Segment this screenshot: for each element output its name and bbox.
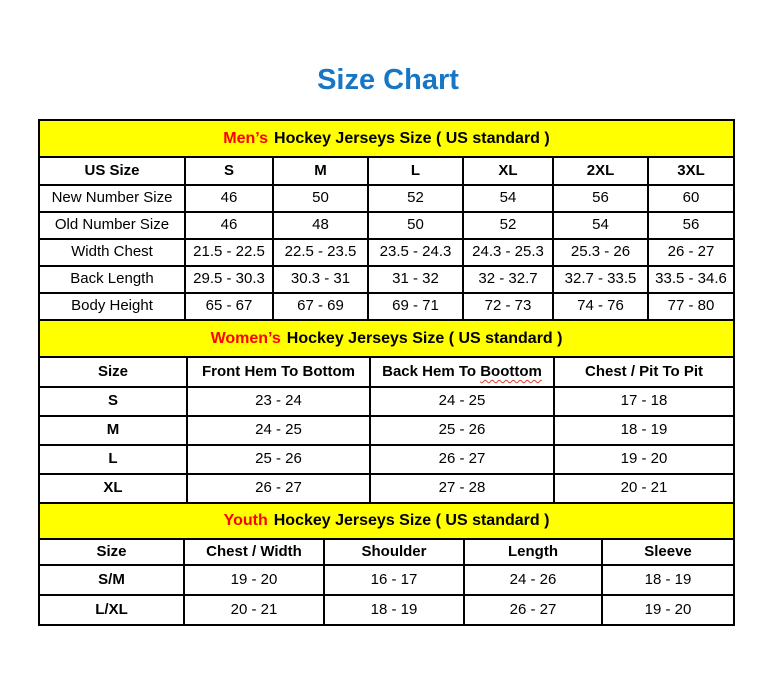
mens-band-highlight: Men’s: [223, 129, 269, 147]
table-row: [39, 445, 734, 474]
value-cell: 26 - 27: [370, 445, 554, 474]
value-cell: 24.3 - 25.3: [463, 239, 553, 266]
womens-header-row: [39, 357, 734, 387]
header-cell: Size: [39, 539, 184, 565]
value-cell: 25.3 - 26: [553, 239, 648, 266]
size-chart-tables: [38, 119, 733, 626]
value-cell: 26 - 27: [464, 595, 602, 625]
table-row: [39, 212, 734, 239]
header-cell: Chest / Pit To Pit: [554, 357, 734, 387]
table-row: [39, 387, 734, 416]
table-row: [39, 595, 734, 625]
table-row: [39, 266, 734, 293]
value-cell: 24 - 25: [187, 416, 370, 445]
value-cell: 56: [553, 185, 648, 212]
value-cell: 24 - 25: [370, 387, 554, 416]
value-cell: 21.5 - 22.5: [185, 239, 273, 266]
value-cell: 46: [185, 212, 273, 239]
value-cell: 17 - 18: [554, 387, 734, 416]
table-row: [39, 185, 734, 212]
value-cell: 16 - 17: [324, 565, 464, 595]
womens-band-rest: Hockey Jerseys Size ( US standard ): [286, 329, 563, 347]
header-cell: M: [273, 157, 368, 185]
header-cell: Front Hem To Bottom: [187, 357, 370, 387]
row-label: S/M: [39, 565, 184, 595]
header-cell: [370, 357, 554, 387]
row-label: L: [39, 445, 187, 474]
header-cell: 2XL: [553, 157, 648, 185]
value-cell: 56: [648, 212, 734, 239]
row-label: Width Chest: [39, 239, 185, 266]
value-cell: 50: [273, 185, 368, 212]
youth-header-row: [39, 539, 734, 565]
value-cell: 48: [273, 212, 368, 239]
value-cell: 29.5 - 30.3: [185, 266, 273, 293]
header-cell: Chest / Width: [184, 539, 324, 565]
value-cell: 23.5 - 24.3: [368, 239, 463, 266]
value-cell: 67 - 69: [273, 293, 368, 320]
header-cell: US Size: [39, 157, 185, 185]
value-cell: 60: [648, 185, 734, 212]
value-cell: 19 - 20: [554, 445, 734, 474]
value-cell: 33.5 - 34.6: [648, 266, 734, 293]
value-cell: 32 - 32.7: [463, 266, 553, 293]
value-cell: 19 - 20: [184, 565, 324, 595]
header-cell: Shoulder: [324, 539, 464, 565]
womens-size-table: [38, 319, 735, 504]
value-cell: 74 - 76: [553, 293, 648, 320]
womens-band-cell: [39, 320, 734, 357]
value-cell: 18 - 19: [602, 565, 734, 595]
value-cell: 19 - 20: [602, 595, 734, 625]
value-cell: 52: [463, 212, 553, 239]
value-cell: 77 - 80: [648, 293, 734, 320]
value-cell: 25 - 26: [187, 445, 370, 474]
youth-band-highlight: Youth: [223, 512, 268, 530]
youth-band-cell: [39, 503, 734, 539]
header-cell: XL: [463, 157, 553, 185]
value-cell: 23 - 24: [187, 387, 370, 416]
header-cell: Size: [39, 357, 187, 387]
table-row: [39, 416, 734, 445]
womens-band-highlight: Women’s: [210, 329, 281, 347]
row-label: Body Height: [39, 293, 185, 320]
value-cell: 52: [368, 185, 463, 212]
value-cell: 72 - 73: [463, 293, 553, 320]
header-cell: 3XL: [648, 157, 734, 185]
mens-header-row: [39, 157, 734, 185]
value-cell: 20 - 21: [554, 474, 734, 503]
mens-band-rest: Hockey Jerseys Size ( US standard ): [274, 129, 550, 147]
header-cell: Length: [464, 539, 602, 565]
value-cell: 30.3 - 31: [273, 266, 368, 293]
row-label: New Number Size: [39, 185, 185, 212]
mens-section-band: [39, 120, 734, 157]
value-cell: 25 - 26: [370, 416, 554, 445]
value-cell: 18 - 19: [554, 416, 734, 445]
value-cell: 65 - 67: [185, 293, 273, 320]
header-cell: L: [368, 157, 463, 185]
table-row: [39, 474, 734, 503]
header-text: Back Hem To: [382, 362, 477, 380]
value-cell: 54: [463, 185, 553, 212]
row-label: L/XL: [39, 595, 184, 625]
value-cell: 24 - 26: [464, 565, 602, 595]
womens-section-band: [39, 320, 734, 357]
row-label: Back Length: [39, 266, 185, 293]
value-cell: 27 - 28: [370, 474, 554, 503]
value-cell: 18 - 19: [324, 595, 464, 625]
header-cell: Sleeve: [602, 539, 734, 565]
table-row: [39, 565, 734, 595]
row-label: Old Number Size: [39, 212, 185, 239]
row-label: XL: [39, 474, 187, 503]
row-label: M: [39, 416, 187, 445]
row-label: S: [39, 387, 187, 416]
mens-band-cell: [39, 120, 734, 157]
youth-band-rest: Hockey Jerseys Size ( US standard ): [273, 512, 550, 530]
value-cell: 54: [553, 212, 648, 239]
value-cell: 22.5 - 23.5: [273, 239, 368, 266]
mens-size-table: [38, 119, 735, 321]
misspelled-word: Boottom: [480, 362, 542, 380]
value-cell: 32.7 - 33.5: [553, 266, 648, 293]
value-cell: 46: [185, 185, 273, 212]
table-row: [39, 293, 734, 320]
value-cell: 20 - 21: [184, 595, 324, 625]
youth-size-table: [38, 502, 735, 626]
value-cell: 26 - 27: [648, 239, 734, 266]
value-cell: 31 - 32: [368, 266, 463, 293]
page-title: Size Chart: [317, 64, 459, 96]
value-cell: 50: [368, 212, 463, 239]
header-cell: S: [185, 157, 273, 185]
value-cell: 69 - 71: [368, 293, 463, 320]
youth-section-band: [39, 503, 734, 539]
value-cell: 26 - 27: [187, 474, 370, 503]
table-row: [39, 239, 734, 266]
